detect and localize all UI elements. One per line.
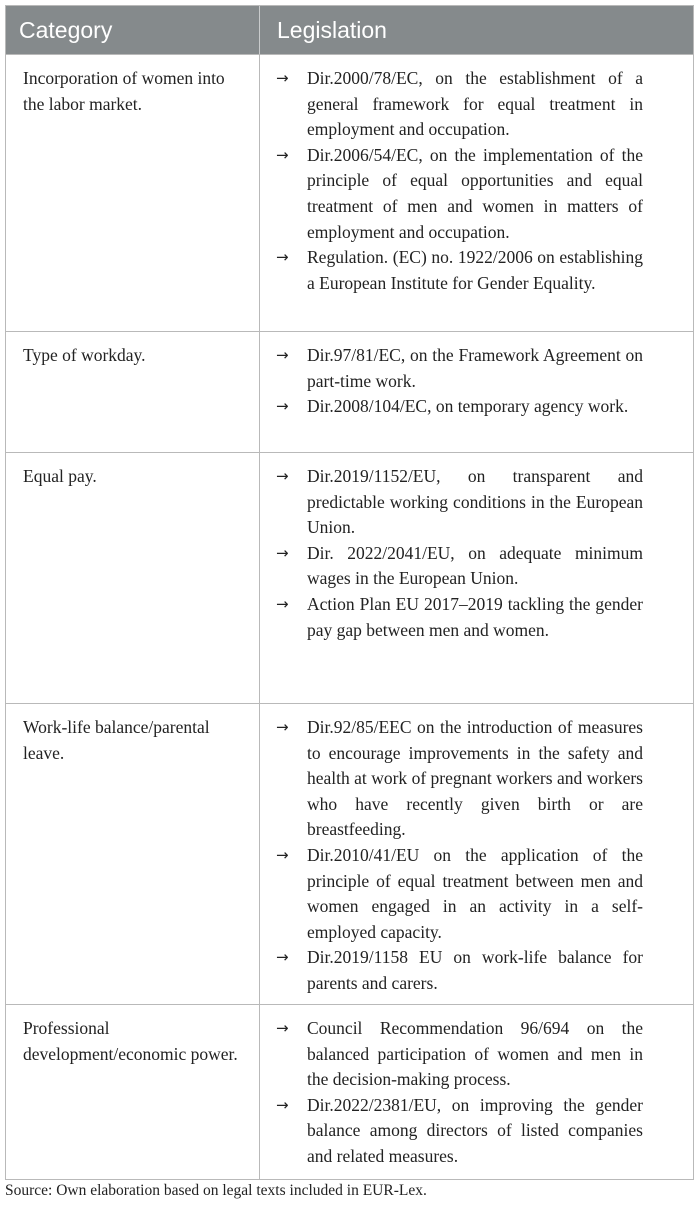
table-row [6, 331, 693, 452]
legislation-cell [260, 1005, 693, 1179]
arrow-icon: → [276, 145, 289, 164]
arrow-icon: → [276, 1019, 289, 1037]
table-row [6, 1004, 693, 1179]
legislation-text: Dir.2008/104/EC, on temporary agency work. [307, 396, 629, 417]
legislation-text: Action Plan EU 2017–2019 tackling the gender pay gap between men and women. [307, 593, 643, 640]
arrow-icon: → [276, 718, 289, 736]
header-legislation: Legislation [277, 16, 387, 43]
source-note: Source: Own elaboration based on legal texts included in EUR-Lex. [5, 1182, 427, 1199]
legislation-item [276, 343, 643, 394]
legislation-item [276, 715, 643, 843]
legislation-item [276, 592, 643, 643]
legislation-item [276, 394, 643, 420]
legislation-text: Dir.92/85/EEC on the introduction of measures to encourage improvements in the safety and health at work of pregnant workers and workers who have recently given birth or are breastfeeding. [307, 717, 643, 840]
arrow-icon: → [276, 1095, 289, 1114]
arrow-icon: → [276, 397, 289, 416]
arrow-icon: → [276, 845, 289, 864]
legislation-item [276, 245, 643, 296]
legislation-table [5, 5, 694, 1180]
legislation-item [276, 66, 643, 143]
legislation-item [276, 1093, 643, 1170]
table-row [6, 703, 693, 1004]
arrow-icon: → [276, 948, 289, 967]
arrow-icon: → [276, 248, 289, 267]
legislation-item [276, 843, 643, 945]
header-category: Category [6, 6, 260, 54]
arrow-icon: → [276, 543, 289, 562]
category-cell: Type of workday. [6, 332, 260, 452]
category-cell: Equal pay. [6, 453, 260, 703]
category-cell: Work-life balance/parental leave. [6, 704, 260, 1004]
table-row [6, 452, 693, 703]
legislation-text: Dir.2019/1152/EU, on transparent and predictable working conditions in the European Union. [307, 466, 643, 538]
legislation-cell [260, 704, 693, 1004]
legislation-text: Regulation. (EC) no. 1922/2006 on establishing a European Institute for Gender Equality. [307, 247, 643, 293]
arrow-icon: → [276, 594, 289, 613]
legislation-text: Dir.2006/54/EC, on the implementation of the principle of equal opportunities and equal treatment of men and women in matters of employment and occupation. [307, 144, 643, 242]
legislation-item [276, 143, 643, 245]
legislation-text: Dir.2019/1158 EU on work-life balance for parents and carers. [307, 947, 643, 993]
legislation-cell [260, 55, 693, 331]
legislation-text: Council Recommendation 96/694 on the balanced participation of women and men in the decision-making process. [307, 1018, 643, 1090]
category-cell: Incorporation of women into the labor market. [6, 55, 260, 331]
legislation-text: Dir.97/81/EC, on the Framework Agreement on part-time work. [307, 345, 643, 391]
table-row [6, 54, 693, 331]
legislation-cell [260, 332, 693, 452]
legislation-item [276, 464, 643, 541]
arrow-icon: → [276, 467, 289, 485]
legislation-text: Dir.2010/41/EU on the application of the principle of equal treatment between men and women engaged in an activity in a self-employed capacity. [307, 844, 643, 942]
legislation-text: Dir.2022/2381/EU, on improving the gender balance among directors of listed companies and related measures. [307, 1094, 643, 1166]
legislation-item [276, 1016, 643, 1093]
legislation-text: Dir.2000/78/EC, on the establishment of a general framework for equal treatment in employment and occupation. [307, 68, 643, 140]
legislation-text: Dir. 2022/2041/EU, on adequate minimum wages in the European Union. [307, 542, 643, 589]
category-cell: Professional development/economic power. [6, 1005, 260, 1179]
legislation-item [276, 541, 643, 592]
legislation-cell [260, 453, 693, 703]
table-header [6, 6, 693, 54]
arrow-icon: → [276, 346, 289, 364]
legislation-item [276, 945, 643, 996]
arrow-icon: → [276, 69, 289, 87]
